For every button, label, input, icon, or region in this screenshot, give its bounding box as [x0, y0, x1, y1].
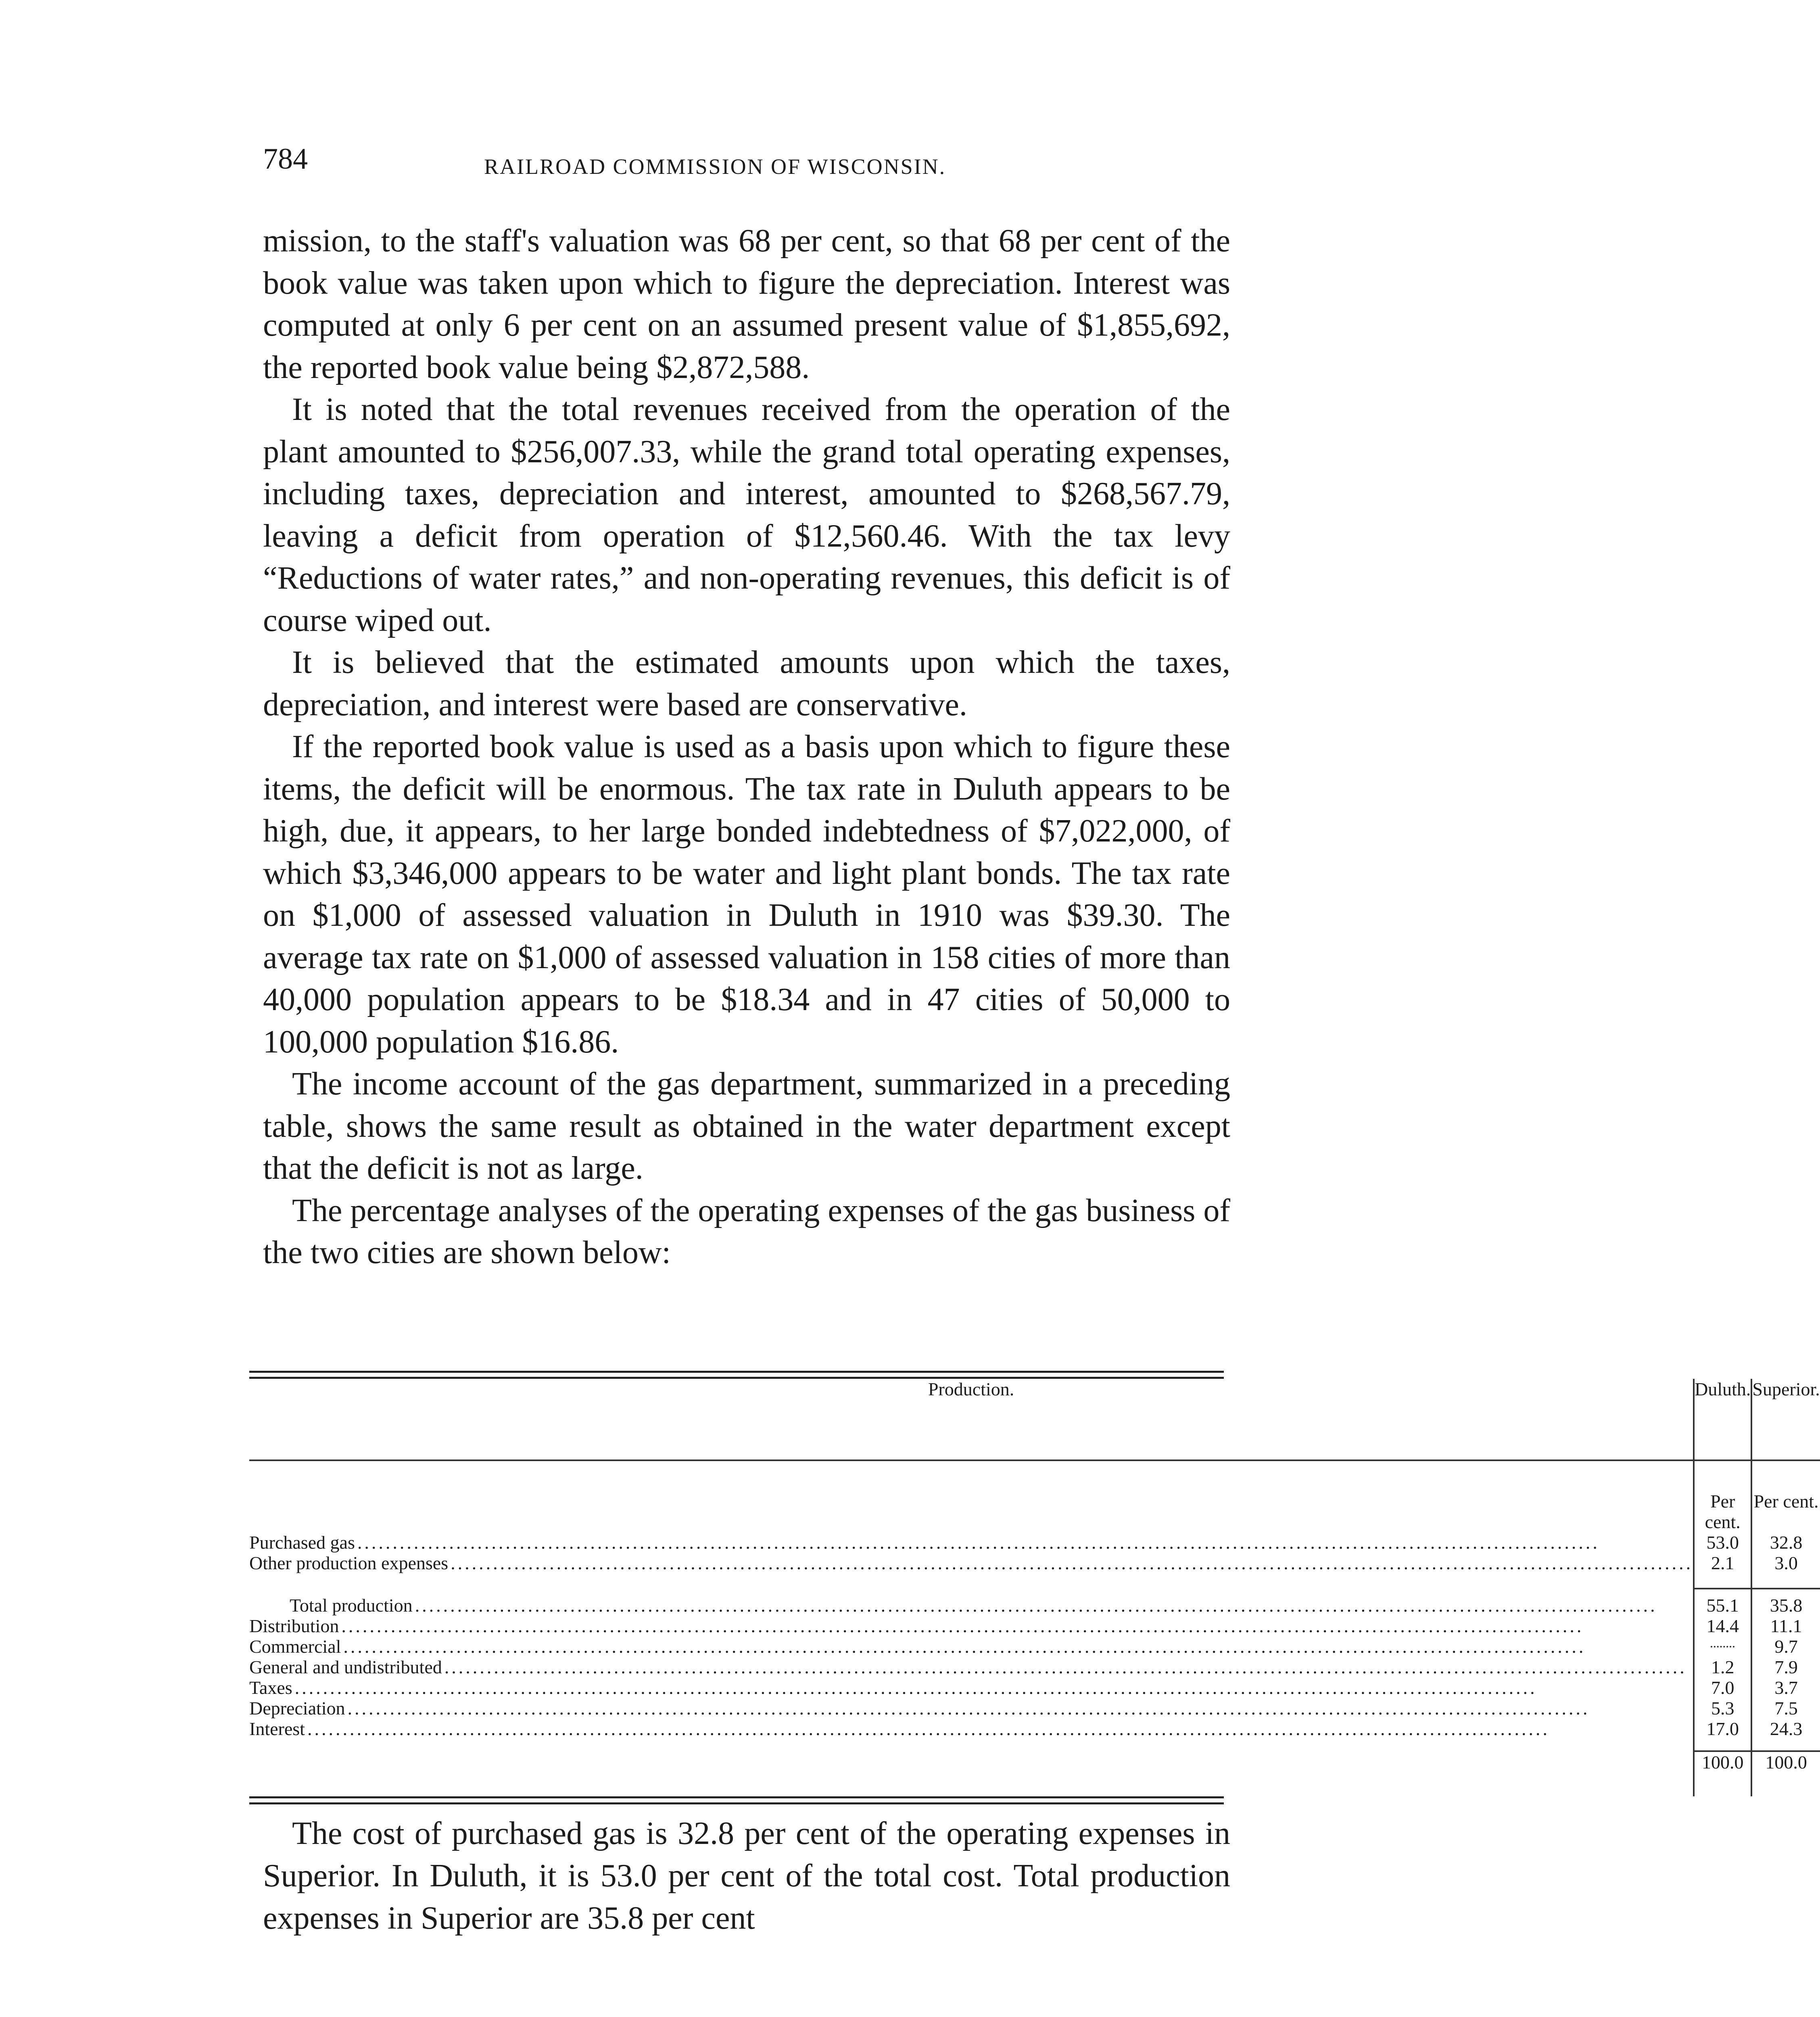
table-row — [249, 1718, 1820, 1739]
paragraph: It is noted that the total revenues received from the operation of the plant amounted to $256,007.33, while the grand total operating expenses, including taxes, depreciation and interest, amounted to $268,567.79, leaving a deficit from operation of $12,560.46. With the tax levy “Reductions of water rates,” and non-operating revenues, this deficit is of course wiped out. — [263, 392, 1230, 638]
table-top-rule — [249, 1371, 1224, 1379]
running-head: RAILROAD COMMISSION OF WISCONSIN. — [484, 155, 946, 179]
cell-superior: 7.5 — [1751, 1698, 1820, 1718]
cell-superior: 3.0 — [1751, 1553, 1820, 1573]
paragraph: If the reported book value is used as a basis upon which to figure these items, the deficit will be enormous. The tax rate in Duluth appears to be high, due, it appears, to her large bonded indebtedness of $7,022,000, of which $3,346,000 appears to be water and light plant bonds. The tax rate on $1,000 of assessed valuation in Duluth in 1910 was $39.30. The average tax rate on $1,000 of assessed valuation in 158 cities of more than 40,000 population appears to be $18.34 and in 47 cities of 50,000 to 100,000 population $16.86. — [263, 729, 1230, 1060]
cell-duluth: 1.2 — [1694, 1657, 1751, 1677]
row-label: Other production expenses — [249, 1553, 449, 1573]
unit-label-duluth: Per cent. — [1694, 1460, 1751, 1532]
header-duluth: Duluth. — [1694, 1379, 1751, 1455]
cell-duluth: 55.1 — [1694, 1589, 1751, 1616]
total-superior: 100.0 — [1751, 1752, 1820, 1796]
cell-duluth: 7.0 — [1694, 1677, 1751, 1698]
cell-superior: 32.8 — [1751, 1532, 1820, 1553]
cell-superior: 11.1 — [1751, 1616, 1820, 1636]
cell-duluth: 5.3 — [1694, 1698, 1751, 1718]
expense-table — [249, 1371, 1820, 1804]
cell-duluth — [1694, 1636, 1751, 1657]
table-bottom-rule — [249, 1796, 1224, 1804]
cell-superior: 7.9 — [1751, 1657, 1820, 1677]
row-label: Total production — [290, 1595, 413, 1616]
row-label: Purchased gas — [249, 1532, 355, 1553]
row-label: Depreciation — [249, 1698, 345, 1718]
empty-cell-dots — [1711, 1646, 1734, 1647]
unit-label-superior: Per cent. — [1751, 1460, 1820, 1532]
paragraph: It is believed that the estimated amounts upon which the taxes, depreciation, and interest were based are conservative. — [263, 645, 1230, 722]
cell-duluth: 53.0 — [1694, 1532, 1751, 1553]
row-label: Taxes — [249, 1677, 292, 1698]
total-separator — [249, 1739, 1820, 1752]
table-row — [249, 1616, 1820, 1636]
percentage-table — [249, 1379, 1820, 1796]
table-row — [249, 1657, 1820, 1677]
table-row — [249, 1589, 1820, 1616]
cell-duluth: 14.4 — [1694, 1616, 1751, 1636]
table-row — [249, 1532, 1820, 1553]
cell-duluth: 17.0 — [1694, 1718, 1751, 1739]
header-production: Production. — [928, 1379, 1014, 1399]
row-label: Interest — [249, 1718, 305, 1739]
subtotal-separator — [249, 1573, 1820, 1589]
cell-duluth: 2.1 — [1694, 1553, 1751, 1573]
row-label: General and undistributed — [249, 1657, 442, 1677]
body-text — [263, 220, 1230, 1274]
page-header — [263, 142, 1231, 186]
paragraph: The income account of the gas department, summarized in a preceding table, shows the same result as obtained in the water department except that the deficit is not as large. — [263, 1066, 1230, 1186]
table-row — [249, 1460, 1820, 1532]
total-duluth: 100.0 — [1694, 1752, 1751, 1796]
paragraph: The cost of purchased gas is 32.8 per cent of the operating expenses in Superior. In Duluth, it is 53.0 per cent of the total cost. Total production expenses in Superior are 35.8 per cent — [263, 1816, 1230, 1936]
table-row — [249, 1698, 1820, 1718]
page-number: 784 — [263, 142, 308, 175]
table-row — [249, 1553, 1820, 1573]
paragraph: The percentage analyses of the operating expenses of the gas business of the two cities are shown below: — [263, 1192, 1230, 1270]
cell-superior: 35.8 — [1751, 1589, 1820, 1616]
cell-superior: 9.7 — [1751, 1636, 1820, 1657]
row-label: Commercial — [249, 1636, 341, 1657]
row-label: Distribution — [249, 1616, 339, 1636]
table-header-row — [249, 1379, 1820, 1455]
table-row — [249, 1636, 1820, 1657]
paragraph: mission, to the staff's valuation was 68 per cent, so that 68 per cent of the book value was taken upon which to figure the depreciation. Interest was computed at only 6 per cent on an assumed present value of $1,855,692, the reported book value being $2,872,588. — [263, 223, 1230, 385]
cell-superior: 3.7 — [1751, 1677, 1820, 1698]
header-superior: Superior. — [1751, 1379, 1820, 1455]
table-row — [249, 1677, 1820, 1698]
total-row — [249, 1752, 1820, 1796]
closing-text — [263, 1812, 1230, 1940]
header-separator — [249, 1455, 1820, 1460]
cell-superior: 24.3 — [1751, 1718, 1820, 1739]
